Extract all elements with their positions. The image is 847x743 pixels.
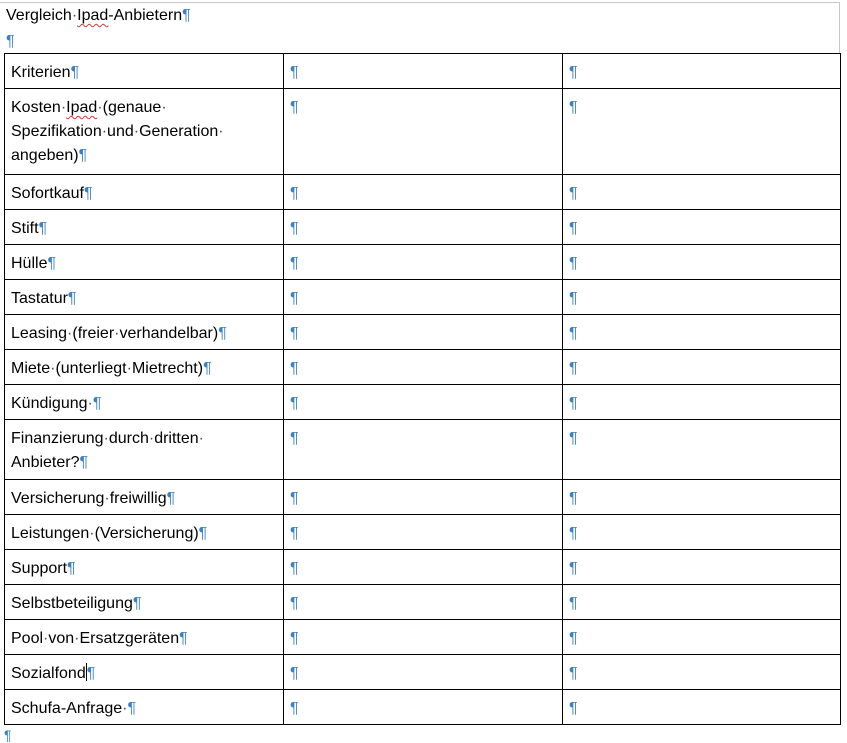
criterion-word: Miete [11,360,51,377]
criterion-cell[interactable] [5,350,284,385]
space-mark: · [126,360,132,377]
criterion-cell[interactable] [5,54,284,89]
pilcrow-mark: ¶ [569,665,578,682]
pilcrow-mark: ¶ [127,700,137,717]
pilcrow-mark: ¶ [290,99,299,116]
pilcrow-mark: ¶ [67,290,77,307]
table-row [5,245,841,280]
provider-b-cell[interactable] [563,89,841,175]
space-mark: · [71,7,78,24]
provider-a-cell[interactable] [284,515,563,550]
provider-a-cell[interactable] [284,350,563,385]
space-mark: · [50,360,56,377]
title-misspelled-word[interactable]: Ipad [77,7,109,24]
pilcrow-mark: ¶ [569,255,578,272]
criterion-cell[interactable] [5,620,284,655]
provider-b-cell[interactable] [563,550,841,585]
criterion-word: Leasing [11,325,68,342]
pilcrow-mark: ¶ [38,220,48,237]
criterion-cell[interactable] [5,585,284,620]
table-row [5,54,841,89]
provider-a-cell[interactable] [284,620,563,655]
criterion-word: Hülle [11,255,48,272]
table-row [5,385,841,420]
pilcrow-mark: ¶ [290,290,299,307]
provider-b-cell[interactable] [563,245,841,280]
pilcrow-mark: ¶ [569,220,578,237]
page-border-right [839,2,840,54]
criterion-word: Stift [11,220,39,237]
provider-b-cell[interactable] [563,585,841,620]
pilcrow-mark: ¶ [290,490,299,507]
criterion-word: Versicherung [11,490,105,507]
pilcrow-mark: ¶ [290,665,299,682]
criterion-cell[interactable] [5,420,284,480]
pilcrow-mark: ¶ [182,7,191,24]
table-row [5,515,841,550]
provider-a-cell[interactable] [284,690,563,725]
pilcrow-mark: ¶ [47,255,57,272]
criterion-cell[interactable] [5,690,284,725]
criterion-cell[interactable] [5,245,284,280]
pilcrow-mark: ¶ [290,430,299,447]
criterion-cell[interactable] [5,550,284,585]
space-mark: · [114,325,120,342]
table-row [5,655,841,690]
criterion-word: Finanzierung [11,430,104,447]
criterion-cell[interactable] [5,175,284,210]
table-row [5,89,841,175]
criterion-word: und [107,123,134,140]
provider-b-cell[interactable] [563,315,841,350]
pilcrow-mark: ¶ [203,360,212,377]
criterion-word: Ipad [66,99,98,116]
pilcrow-mark: ¶ [569,490,578,507]
space-mark: · [60,99,67,116]
provider-b-cell[interactable] [563,210,841,245]
pilcrow-mark: ¶ [290,255,299,272]
criterion-word: Ersatzgeräten [79,630,180,647]
empty-paragraph[interactable] [6,32,15,52]
pilcrow-mark: ¶ [290,220,299,237]
criterion-word: Kriterien [11,64,71,81]
criterion-word: Pool [11,630,44,647]
pilcrow-mark: ¶ [569,360,578,377]
pilcrow-mark: ¶ [290,560,299,577]
criterion-word: dritten [154,430,199,447]
space-mark: · [87,395,93,412]
pilcrow-mark: ¶ [290,595,299,612]
provider-a-cell[interactable] [284,89,563,175]
pilcrow-mark: ¶ [290,185,299,202]
space-mark: · [103,430,109,447]
criterion-cell[interactable] [5,385,284,420]
provider-a-cell[interactable] [284,54,563,89]
table-row [5,550,841,585]
pilcrow-mark: ¶ [70,64,80,81]
table-row [5,620,841,655]
space-mark: · [122,700,128,717]
criterion-word: Tastatur [11,290,68,307]
pilcrow-mark: ¶ [290,395,299,412]
criterion-cell[interactable] [5,515,284,550]
pilcrow-mark: ¶ [569,700,578,717]
pilcrow-mark: ¶ [92,395,102,412]
space-mark: · [148,430,155,447]
criterion-word: Sofortkauf [11,185,84,202]
criterion-word: verhandelbar) [119,325,219,342]
criterion-word: Selbstbeteiligung [11,595,133,612]
table-row [5,280,841,315]
criterion-word: freiwillig [109,490,167,507]
comparison-table [4,53,841,725]
pilcrow-mark: ¶ [166,490,176,507]
table-row [5,420,841,480]
table-row [5,480,841,515]
provider-b-cell[interactable] [563,175,841,210]
pilcrow-mark: ¶ [569,99,578,116]
space-mark: · [218,123,224,140]
space-mark: · [97,99,103,116]
document-title[interactable] [6,6,191,26]
space-mark: · [101,123,108,140]
table-row [5,585,841,620]
pilcrow-mark: ¶ [86,665,96,682]
pilcrow-mark: ¶ [78,147,88,164]
pilcrow-mark: ¶ [569,185,578,202]
pilcrow-mark: ¶ [79,454,89,471]
provider-a-cell[interactable] [284,210,563,245]
criterion-word: Schufa-Anfrage [11,700,123,717]
criterion-word: (Versicherung) [94,525,199,542]
provider-a-cell[interactable] [284,385,563,420]
provider-b-cell[interactable] [563,690,841,725]
criterion-cell[interactable] [5,480,284,515]
pilcrow-mark: ¶ [290,630,299,647]
pilcrow-mark: ¶ [569,525,578,542]
provider-b-cell[interactable] [563,385,841,420]
table-row [5,175,841,210]
provider-b-cell[interactable] [563,515,841,550]
pilcrow-mark: ¶ [290,525,299,542]
provider-a-cell[interactable] [284,280,563,315]
provider-a-cell[interactable] [284,420,563,480]
pilcrow-mark: ¶ [569,395,578,412]
provider-a-cell[interactable] [284,315,563,350]
pilcrow-mark: ¶ [569,430,578,447]
space-mark: · [104,490,110,507]
provider-a-cell[interactable] [284,655,563,690]
pilcrow-mark: ¶ [290,360,299,377]
criterion-cell[interactable] [5,655,284,690]
criterion-word: Generation [139,123,219,140]
page-border-top [0,2,840,3]
pilcrow-mark: ¶ [218,325,227,342]
criterion-cell[interactable] [5,210,284,245]
space-mark: · [43,630,49,647]
pilcrow-mark: ¶ [6,33,15,50]
provider-a-cell[interactable] [284,480,563,515]
provider-b-cell[interactable] [563,480,841,515]
pilcrow-mark: ¶ [290,700,299,717]
table-row [5,350,841,385]
space-mark: · [89,525,95,542]
criterion-word: Support [11,560,68,577]
criterion-cell[interactable] [5,315,284,350]
criterion-word: Sozialfond [11,665,86,682]
title-suffix: -Anbietern [108,7,183,24]
table-row [5,315,841,350]
criterion-word: Kosten [11,99,61,116]
space-mark: · [198,430,204,447]
pilcrow-mark: ¶ [569,595,578,612]
space-mark: · [74,630,80,647]
provider-a-cell[interactable] [284,245,563,280]
pilcrow-mark: ¶ [67,560,76,577]
pilcrow-mark: ¶ [569,630,578,647]
table-row [5,210,841,245]
pilcrow-mark: ¶ [179,630,188,647]
criterion-word: (unterliegt [55,360,127,377]
provider-b-cell[interactable] [563,620,841,655]
pilcrow-mark: ¶ [83,185,93,202]
space-mark: · [161,99,167,116]
criterion-word: Mietrecht) [131,360,204,377]
provider-b-cell[interactable] [563,655,841,690]
criterion-word: Spezifikation [11,123,102,140]
provider-b-cell[interactable] [563,420,841,480]
criterion-word: Leistungen [11,525,90,542]
pilcrow-mark: ¶ [198,525,208,542]
pilcrow-mark: ¶ [569,290,578,307]
trailing-paragraph-mark [4,728,12,742]
pilcrow-mark: ¶ [4,727,12,743]
criterion-word: (genaue [102,99,162,116]
pilcrow-mark: ¶ [132,595,142,612]
space-mark: · [67,325,73,342]
criterion-word: angeben) [11,147,79,164]
criterion-cell[interactable] [5,280,284,315]
provider-a-cell[interactable] [284,585,563,620]
provider-b-cell[interactable] [563,350,841,385]
criterion-word: (freier [72,325,115,342]
space-mark: · [133,123,140,140]
criterion-word: Kündigung [11,395,88,412]
table-row [5,690,841,725]
criterion-cell[interactable] [5,89,284,175]
pilcrow-mark: ¶ [290,64,299,81]
criterion-word: Anbieter? [11,454,80,471]
title-prefix: Vergleich [6,7,72,24]
pilcrow-mark: ¶ [290,325,299,342]
pilcrow-mark: ¶ [569,325,578,342]
pilcrow-mark: ¶ [569,64,578,81]
provider-b-cell[interactable] [563,280,841,315]
provider-b-cell[interactable] [563,54,841,89]
pilcrow-mark: ¶ [569,560,578,577]
provider-a-cell[interactable] [284,175,563,210]
criterion-word: durch [108,430,149,447]
criterion-word: von [48,630,75,647]
provider-a-cell[interactable] [284,550,563,585]
